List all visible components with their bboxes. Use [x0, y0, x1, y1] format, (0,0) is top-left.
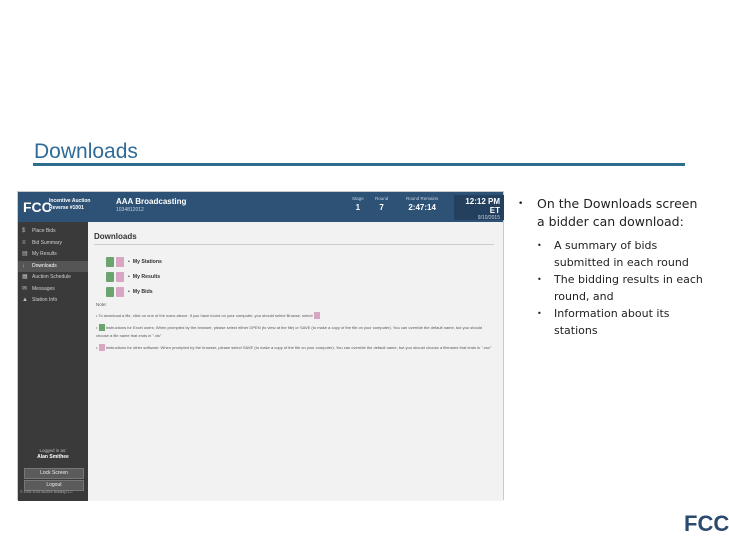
sub-bullet-list — [518, 237, 708, 339]
envelope-icon: ✉ — [22, 285, 28, 292]
bullet-icon: • — [128, 273, 130, 280]
slide-bullets — [518, 195, 708, 339]
app-screenshot — [17, 191, 504, 500]
sidebar-item-messages[interactable] — [18, 284, 88, 296]
csv-file-icon[interactable] — [116, 257, 124, 267]
note-text: Instructions for Excel users: When prompted by the browser, please select either OPEN (to view at the file) or SAVE (to make a copy of the file on your computer). You can override the default name, but you should choose a file name that ends in ".xls" — [96, 325, 482, 338]
stage-label: Stage — [352, 196, 364, 201]
round-remains-stat — [406, 196, 438, 212]
round-remains-label: Round Remains — [406, 196, 439, 201]
download-row-my-bids[interactable] — [106, 283, 153, 295]
auction-name: Incentive Auction Reverse #1001 — [49, 198, 91, 211]
sidebar-item-bid-summary[interactable] — [18, 238, 88, 250]
logged-in-label: Logged in as: — [39, 448, 67, 453]
stage-value: 1 — [355, 203, 361, 212]
user-name: Alan Smithee — [37, 454, 69, 460]
list-icon: ≡ — [22, 239, 26, 246]
download-icon: ↓ — [22, 262, 25, 269]
note-text: Instructions for other software: When prompted by the browser, please select SAVE (to make a copy of the file on your computer). You can override the default name, but you should choose a filename that ends in ".csv" — [105, 345, 492, 350]
dollar-icon: $ — [22, 228, 26, 234]
sidebar-item-station-info[interactable] — [18, 295, 88, 307]
sub-bullet-text: The bidding results in each round, and — [554, 273, 703, 303]
csv-file-icon[interactable] — [116, 287, 124, 297]
sidebar-item-label: My Results — [32, 251, 57, 257]
clock — [454, 195, 504, 220]
logout-button[interactable]: Logout — [24, 480, 84, 491]
content-divider — [94, 244, 494, 245]
sub-bullet — [537, 305, 708, 339]
bullet-icon: • — [537, 241, 542, 250]
page-title: Downloads — [94, 232, 137, 241]
sidebar-item-my-results[interactable] — [18, 249, 88, 261]
sidebar-item-auction-schedule[interactable] — [18, 272, 88, 284]
bullet-icon: • — [537, 275, 542, 284]
note-line: • To download a file, click on one of the icons above. If you have found on your computer, you should select Browse, select — [96, 312, 492, 320]
bidder-name: AAA Broadcasting — [116, 197, 187, 206]
bullet-icon: • — [128, 258, 130, 265]
lock-screen-button[interactable]: Lock Screen — [24, 468, 84, 479]
download-row-my-stations[interactable] — [106, 253, 162, 265]
bullet-icon: • — [518, 199, 524, 209]
tower-icon: ▲ — [22, 297, 28, 303]
main-bullet-text: On the Downloads screen a bidder can download: — [537, 196, 698, 229]
download-row-my-results[interactable] — [106, 268, 160, 280]
clock-time: 12:12 PM ET — [465, 197, 500, 215]
note-text: To download a file, click on one of the icons above. If you have found on your computer, you should select Browse, select — [98, 313, 313, 318]
sidebar-item-label: Downloads — [32, 262, 57, 269]
sidebar-item-downloads[interactable] — [18, 261, 88, 273]
clock-date: 9/10/2015 — [477, 215, 500, 221]
sidebar — [18, 222, 88, 501]
round-label: Round — [375, 196, 389, 201]
sidebar-item-place-bids[interactable] — [18, 226, 88, 238]
fcc-logo-icon: FCC — [684, 511, 729, 536]
sub-bullet-text: A summary of bids submitted in each round — [554, 239, 689, 269]
download-label: My Stations — [132, 258, 162, 265]
app-header — [18, 192, 503, 222]
note-line: • Instructions for Excel users: When prompted by the browser, please select either OPEN (to view at the file) or SAVE (to make a copy of the file on your computer). You can override the default name, but you should choose a file name that ends in ".xls" — [96, 325, 482, 338]
bullet-icon: • — [128, 288, 130, 295]
excel-file-icon[interactable] — [106, 287, 114, 297]
excel-file-icon — [99, 324, 105, 331]
main-bullet — [518, 195, 708, 231]
sub-bullet-text: Information about its stations — [554, 307, 670, 337]
slide-title: Downloads — [34, 140, 138, 163]
excel-file-icon[interactable] — [106, 272, 114, 282]
copyright: © 1993-2015 Auction Bidding LLC — [20, 490, 73, 494]
main-content — [88, 222, 503, 501]
stage-stat — [352, 196, 364, 212]
calendar-icon: ▦ — [22, 274, 28, 280]
sidebar-item-label: Messages — [32, 285, 55, 292]
csv-file-icon — [99, 344, 105, 351]
results-icon: ▤ — [22, 251, 28, 257]
sidebar-item-label: Place Bids — [32, 228, 56, 234]
csv-file-icon — [314, 312, 320, 319]
bullet-icon: • — [537, 309, 542, 318]
bidder-id: 1034812012 — [116, 207, 144, 213]
sub-bullet — [537, 237, 708, 271]
note-line: • Instructions for other software: When prompted by the browser, please select SAVE (to make a copy of the file on your computer). You can override the default name, but you should choose a filename that ends in ".csv" — [96, 345, 492, 350]
sidebar-item-label: Bid Summary — [32, 239, 63, 246]
round-remains-value: 2:47:14 — [408, 203, 436, 212]
sub-bullet — [537, 271, 708, 305]
round-stat — [375, 196, 388, 212]
fcc-logo-icon: FCC — [23, 199, 52, 215]
sidebar-item-label: Auction Schedule — [32, 274, 71, 280]
sidebar-item-label: Station Info — [32, 297, 58, 303]
download-label: My Results — [132, 273, 161, 280]
excel-file-icon[interactable] — [106, 257, 114, 267]
title-divider — [33, 163, 685, 166]
download-label: My Bids — [132, 288, 153, 295]
round-value: 7 — [379, 203, 384, 212]
note-heading: Note: — [96, 302, 107, 307]
csv-file-icon[interactable] — [116, 272, 124, 282]
